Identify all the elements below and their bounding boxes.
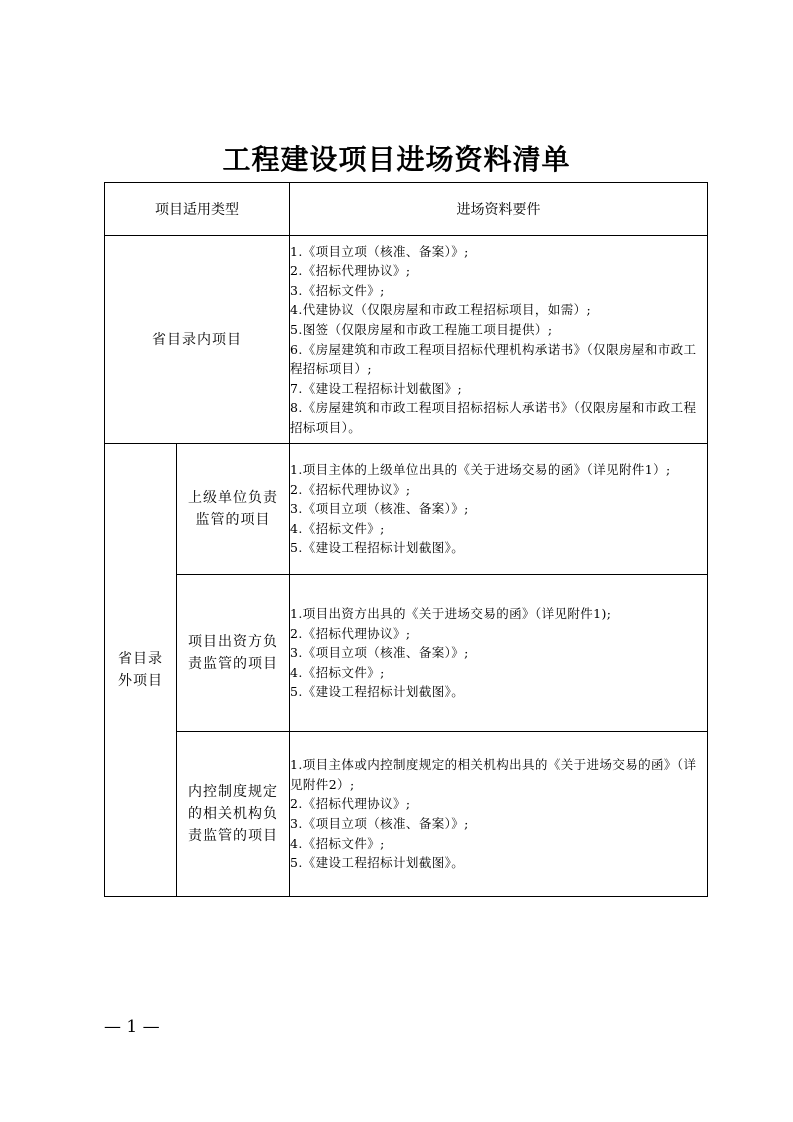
header-required-materials: 进场资料要件 [290,183,708,236]
list-item: 1.《项目立项（核准、备案）》; [290,243,469,259]
subcategory-superior-unit [177,444,290,575]
page-number: — 1 — [104,1017,160,1037]
list-item: 1.项目主体的上级单位出具的《关于进场交易的函》（详见附件1）; [290,462,671,478]
subcategory-line: 项目出资方负 [188,634,278,650]
category-out-of-catalog [105,444,177,897]
subcategory-line: 上级单位负责 [188,490,278,506]
table-header-row [105,183,708,236]
list-item: 1.项目主体或内控制度规定的相关机构出具的《关于进场交易的函》（详见附件2）; [290,757,697,792]
list-item: 3.《项目立项（核准、备案）》; [290,645,469,661]
requirements-in-catalog [290,236,708,444]
list-item: 8.《房屋建筑和市政工程项目招标招标人承诺书》（仅限房屋和市政工程招标项目）。 [290,400,697,435]
list-item: 2.《招标代理协议》; [290,796,411,812]
category-in-catalog: 省目录内项目 [105,236,290,444]
list-item: 4.《招标文件》; [290,664,385,680]
list-item: 1.项目出资方出具的《关于进场交易的函》（详见附件1); [290,606,612,622]
list-item: 2.《招标代理协议》; [290,625,411,641]
list-item: 5.图签（仅限房屋和市政工程施工项目提供）; [290,321,553,337]
list-item: 2.《招标代理协议》; [290,263,411,279]
subcategory-investor [177,575,290,732]
list-item: 4.《招标文件》; [290,520,385,536]
header-project-type: 项目适用类型 [105,183,290,236]
materials-checklist-table [104,182,708,897]
list-item: 3.《项目立项（核准、备案）》; [290,501,469,517]
list-item: 5.《建设工程招标计划截图》。 [290,540,465,556]
category-out-of-catalog-line: 省目录 [118,651,163,667]
table-row-internal-control [105,732,708,897]
table-row-superior-unit [105,444,708,575]
category-out-of-catalog-line: 外项目 [118,673,163,689]
list-item: 2.《招标代理协议》; [290,481,411,497]
requirements-internal-control [290,732,708,897]
list-item: 6.《房屋建筑和市政工程项目招标代理机构承诺书》（仅限房屋和市政工程招标项目）; [290,341,697,377]
list-item: 5.《建设工程招标计划截图》。 [290,684,465,700]
subcategory-internal-control [177,732,290,897]
subcategory-line: 的相关机构负 [188,806,278,822]
subcategory-line: 监管的项目 [195,512,271,528]
list-item: 4.代建协议（仅限房屋和市政工程招标项目，如需）; [290,302,592,318]
requirements-investor [290,575,708,732]
subcategory-line: 责监管的项目 [188,828,278,844]
table-row-investor [105,575,708,732]
list-item: 4.《招标文件》; [290,835,385,851]
subcategory-line: 内控制度规定 [188,784,278,800]
subcategory-line: 责监管的项目 [188,656,278,672]
requirements-superior-unit [290,444,708,575]
list-item: 5.《建设工程招标计划截图》。 [290,855,465,871]
list-item: 7.《建设工程招标计划截图》; [290,380,463,396]
table-row-in-catalog [105,236,708,444]
document-title: 工程建设项目进场资料清单 [222,143,571,176]
list-item: 3.《招标文件》; [290,282,385,298]
list-item: 3.《项目立项（核准、备案）》; [290,816,469,831]
